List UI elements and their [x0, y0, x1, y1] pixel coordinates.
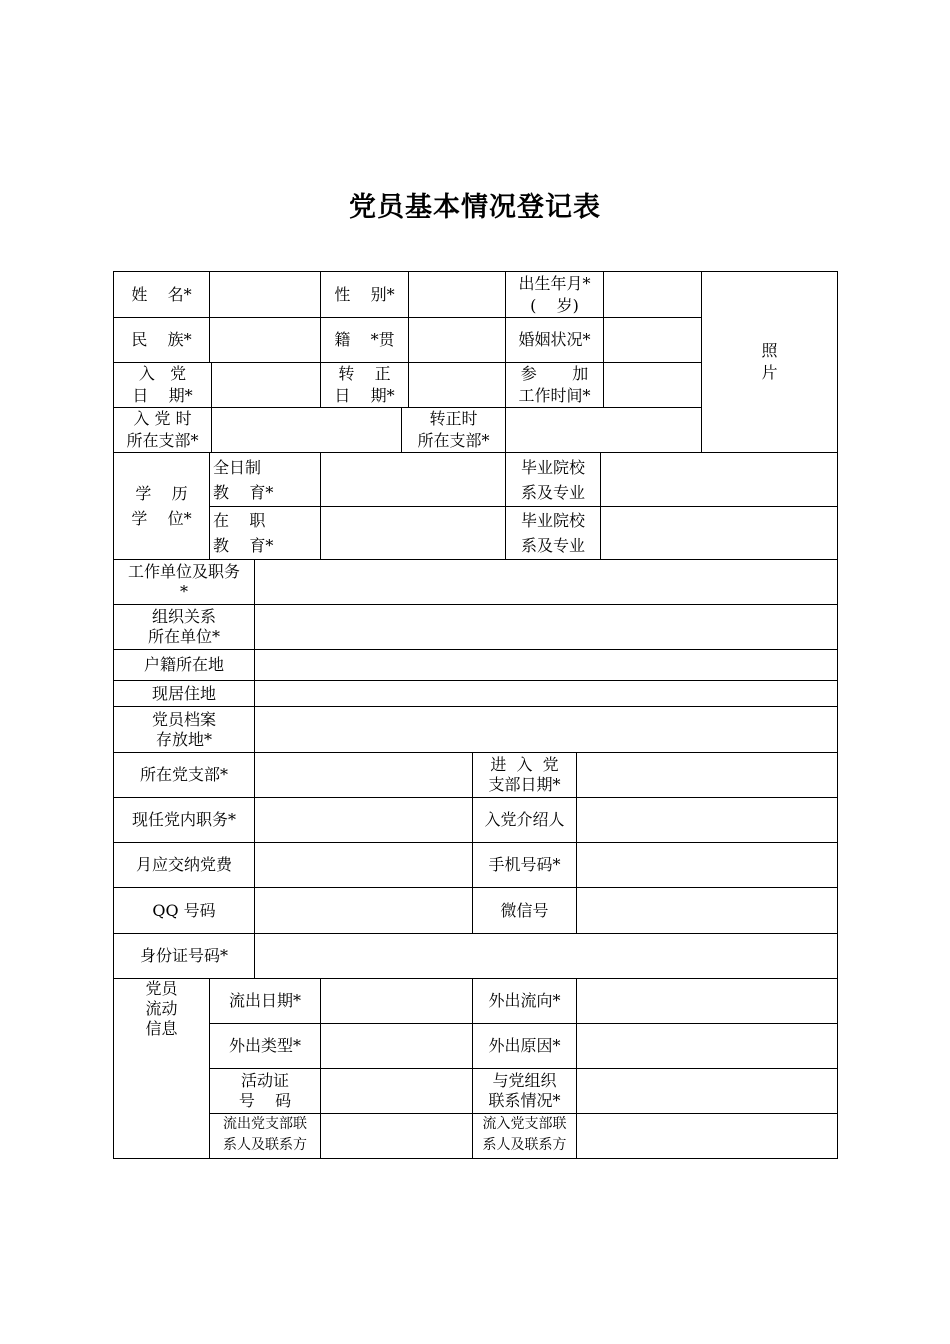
- household-label: 户籍所在地: [143, 655, 224, 674]
- archive-label: 党员档案 存放地*: [151, 709, 216, 749]
- work-start-label: 参 加 工作时间*: [518, 364, 591, 405]
- branch-label: 所在党支部*: [139, 765, 228, 784]
- out-type-label: 外出类型*: [228, 1036, 301, 1055]
- org-unit-label: 组织关系 所在单位*: [147, 607, 220, 646]
- formal-branch-label: 转正时 所在支部*: [417, 409, 490, 450]
- out-date-field[interactable]: [321, 979, 472, 1023]
- introducer-field[interactable]: [577, 798, 837, 842]
- residence-field[interactable]: [255, 681, 837, 706]
- reason-field[interactable]: [577, 1024, 837, 1068]
- name-field[interactable]: [210, 272, 320, 317]
- inservice-school-label: 毕业院校 系及专业: [520, 511, 585, 555]
- gender-label: 性 别*: [334, 284, 395, 304]
- fee-field[interactable]: [255, 843, 472, 887]
- ethnicity-label: 民 族*: [131, 330, 192, 349]
- birth-field[interactable]: [604, 272, 701, 317]
- education-label: 学 历 学 位*: [131, 484, 192, 528]
- branch-field[interactable]: [255, 753, 472, 797]
- work-unit-label: 工作单位及职务 *: [127, 562, 240, 601]
- marital-field[interactable]: [604, 318, 701, 362]
- out-contact-label: 流出党支部联 系人及联系方: [223, 1116, 307, 1153]
- idcard-field[interactable]: [255, 934, 837, 978]
- direction-field[interactable]: [577, 979, 837, 1023]
- formal-branch-field[interactable]: [506, 408, 701, 452]
- fulltime-field[interactable]: [321, 453, 505, 506]
- idcard-label: 身份证号码*: [139, 946, 228, 965]
- table-rule: [837, 271, 838, 1159]
- wechat-field[interactable]: [577, 888, 837, 933]
- flow-label: 党员 流动 信息: [145, 979, 178, 1038]
- native-place-label: 籍 *贯: [334, 330, 395, 349]
- wechat-label: 微信号: [500, 900, 549, 920]
- out-date-label: 流出日期*: [228, 991, 301, 1010]
- table-rule: [113, 1158, 838, 1159]
- enter-date-label: 进 入 党 支部日期*: [488, 755, 561, 794]
- household-field[interactable]: [255, 650, 837, 680]
- fulltime-school-label: 毕业院校 系及专业: [520, 457, 585, 502]
- fulltime-label: 全日制 教 育*: [213, 457, 274, 502]
- join-branch-label: 入 党 时 所在支部*: [126, 409, 199, 450]
- registration-table: [113, 271, 838, 1159]
- table-rule: [209, 452, 210, 559]
- in-contact-label: 流入党支部联 系人及联系方: [482, 1116, 567, 1153]
- cert-field[interactable]: [321, 1069, 472, 1113]
- in-contact-field[interactable]: [577, 1114, 837, 1158]
- archive-field[interactable]: [255, 707, 837, 752]
- org-unit-field[interactable]: [255, 605, 837, 649]
- birth-label: 出生年月* ( 岁): [518, 273, 591, 315]
- contact-label: 与党组织 联系情况*: [488, 1071, 561, 1110]
- mobile-field[interactable]: [577, 843, 837, 887]
- marital-label: 婚姻状况*: [518, 330, 591, 349]
- photo-area[interactable]: 照 片: [761, 341, 778, 382]
- mobile-label: 手机号码*: [488, 855, 561, 874]
- join-date-label: 入 党 日 期*: [132, 364, 193, 405]
- ethnicity-field[interactable]: [210, 318, 320, 362]
- inservice-school-field[interactable]: [601, 507, 837, 559]
- join-branch-field[interactable]: [212, 408, 401, 452]
- duty-label: 现任党内职务*: [131, 810, 236, 829]
- out-type-field[interactable]: [321, 1024, 472, 1068]
- work-start-field[interactable]: [604, 363, 701, 407]
- direction-label: 外出流向*: [488, 991, 561, 1010]
- gender-field[interactable]: [409, 272, 505, 317]
- fulltime-school-field[interactable]: [601, 453, 837, 506]
- qq-label: QQ 号码: [152, 900, 216, 920]
- enter-date-field[interactable]: [577, 753, 837, 797]
- reason-label: 外出原因*: [488, 1036, 561, 1055]
- formal-date-field[interactable]: [409, 363, 505, 407]
- residence-label: 现居住地: [151, 683, 216, 703]
- form-title: 党员基本情况登记表: [349, 192, 601, 223]
- native-place-field[interactable]: [409, 318, 505, 362]
- name-label: 姓 名*: [131, 284, 192, 304]
- contact-field[interactable]: [577, 1069, 837, 1113]
- formal-date-label: 转 正 日 期*: [334, 364, 395, 405]
- fee-label: 月应交纳党费: [135, 855, 232, 874]
- duty-field[interactable]: [255, 798, 472, 842]
- cert-label: 活动证 号 码: [238, 1071, 292, 1110]
- inservice-label: 在 职 教 育*: [213, 511, 274, 555]
- inservice-field[interactable]: [321, 507, 505, 559]
- join-date-field[interactable]: [212, 363, 320, 407]
- out-contact-field[interactable]: [321, 1114, 472, 1158]
- work-unit-field[interactable]: [255, 560, 837, 604]
- introducer-label: 入党介绍人: [484, 810, 565, 829]
- qq-field[interactable]: [255, 888, 472, 933]
